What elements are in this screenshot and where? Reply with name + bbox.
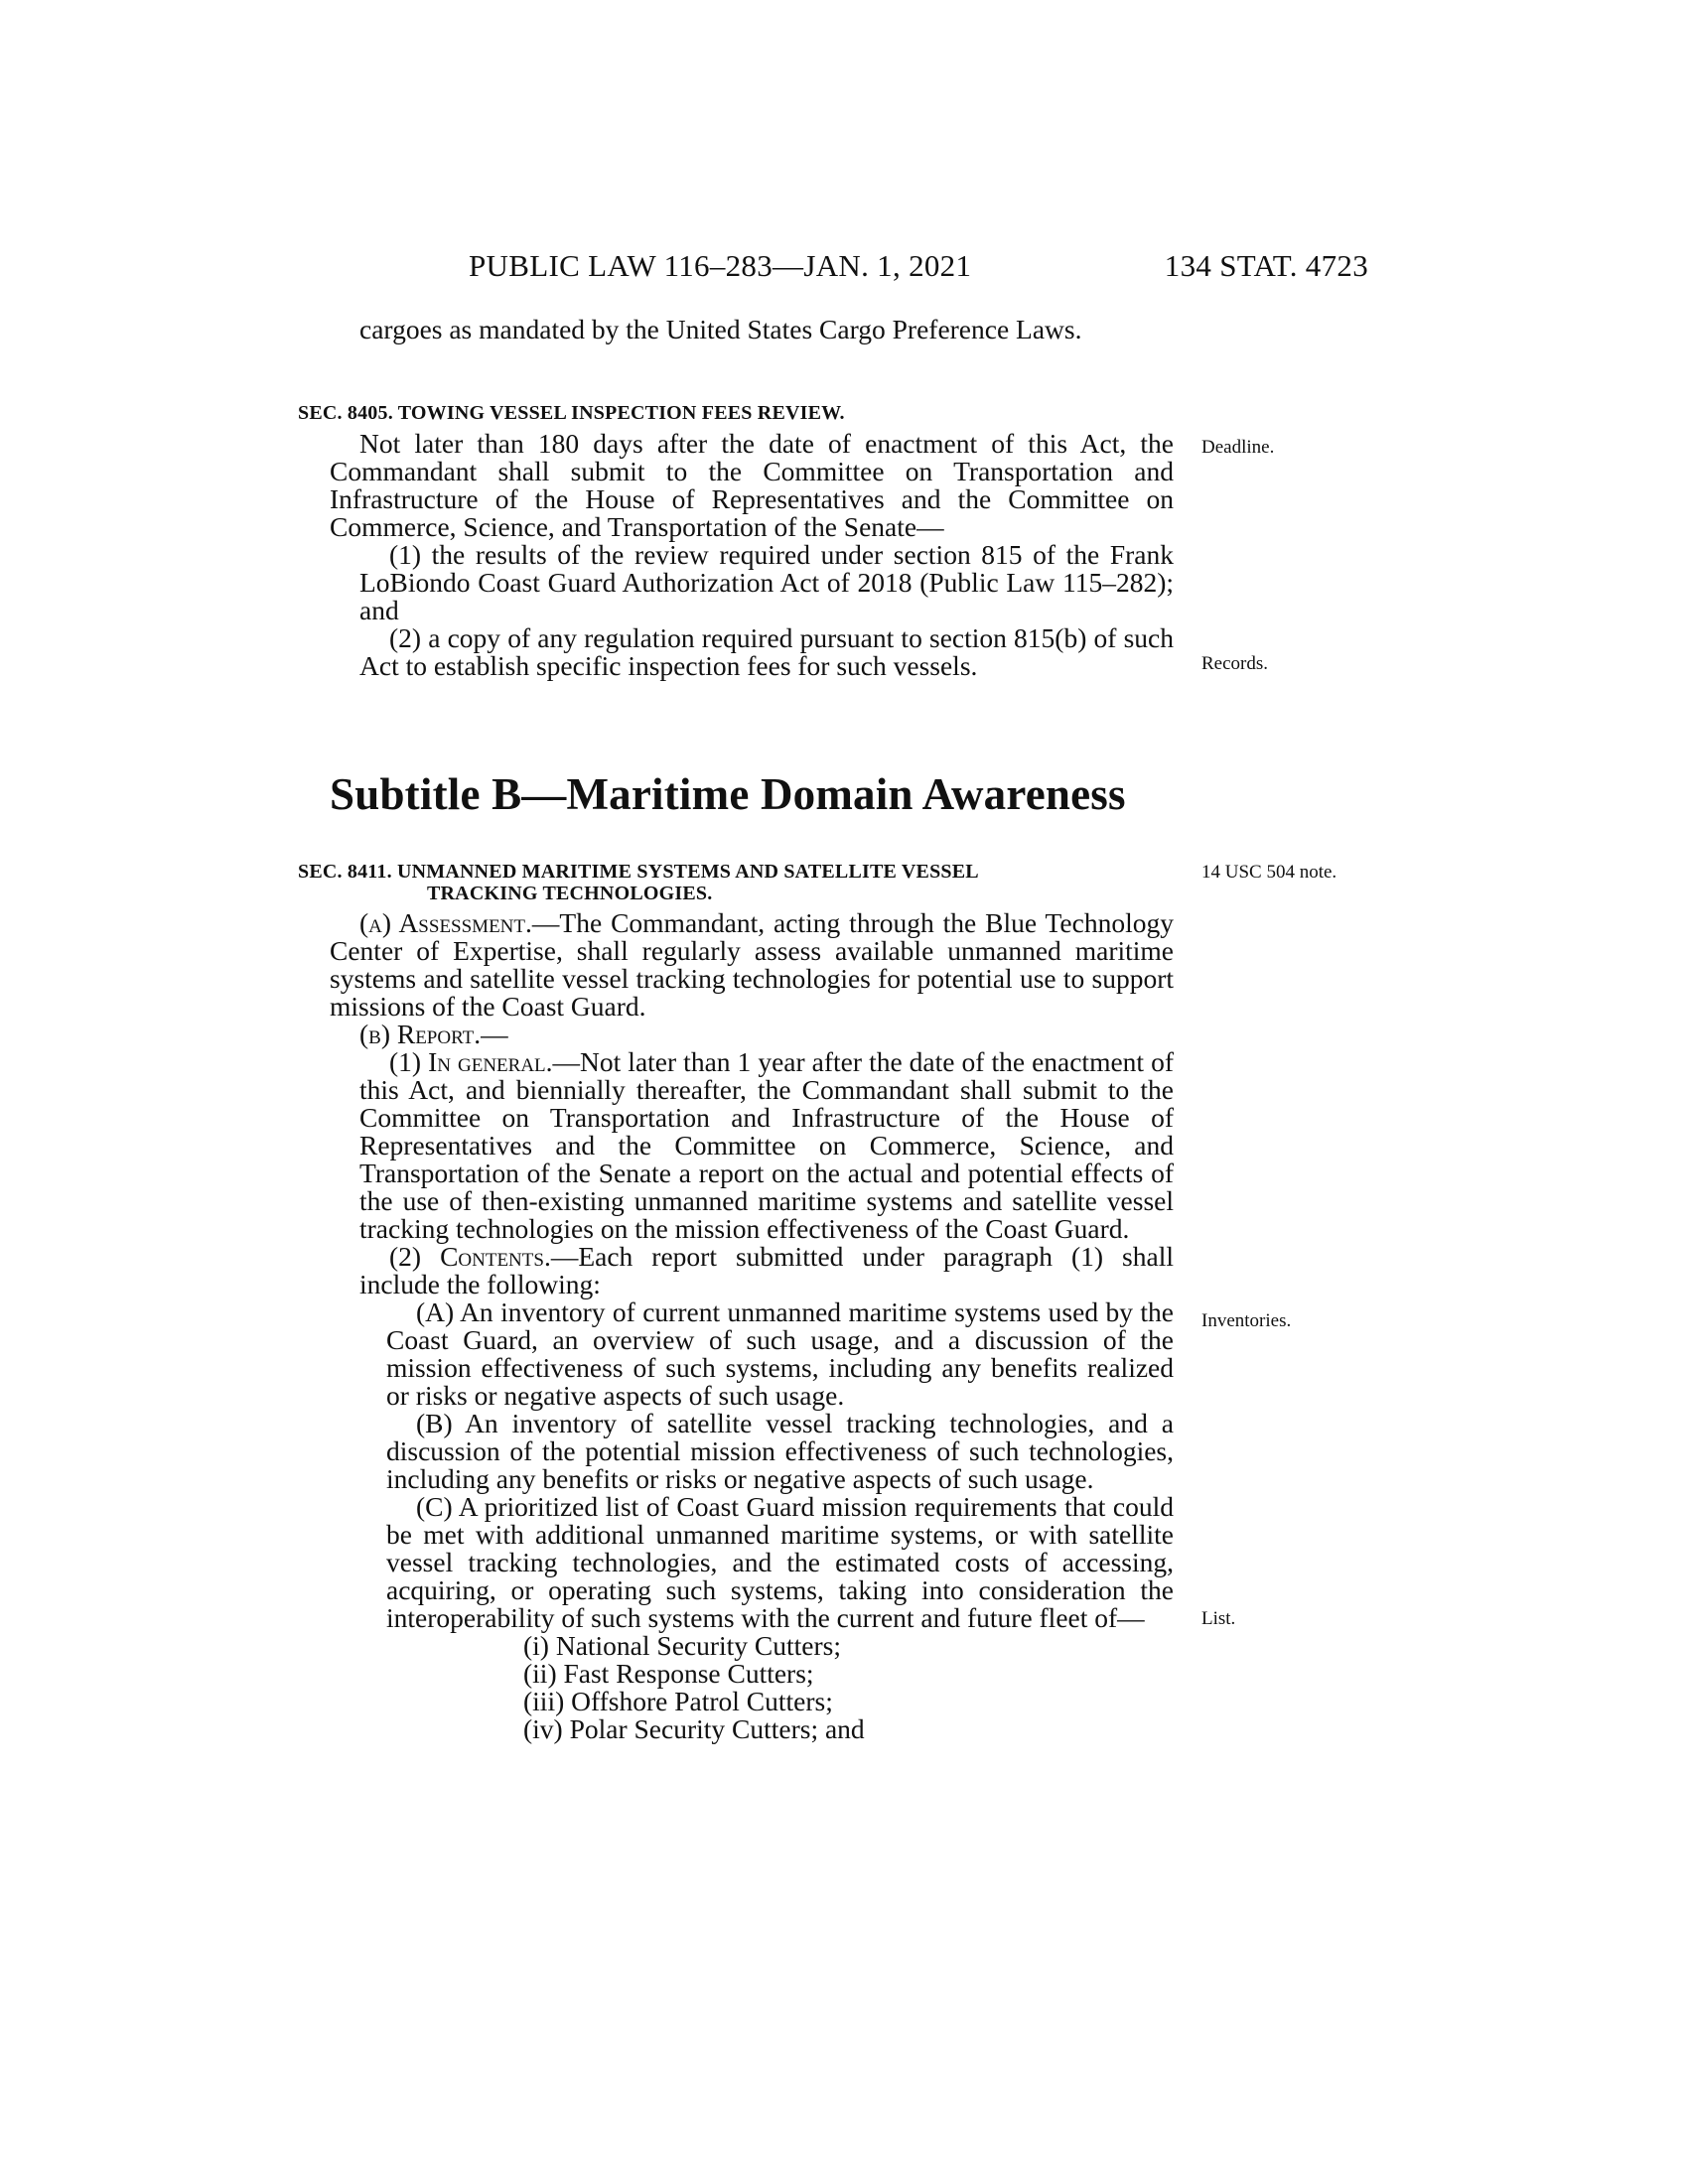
- subsection-a: [330, 909, 1174, 1021]
- continuation-block: [330, 316, 1174, 343]
- subparagraph-a: (A) An inventory of current unmanned maritime systems used by the Coast Guard, an overview of such usage, and a discussion of the mission effectiveness of such systems, including any benefits realized or risks or negative aspects of such usage.: [386, 1297, 1174, 1411]
- subparagraphs: [330, 1298, 1174, 1632]
- subsection-b-dash: —: [481, 1019, 508, 1049]
- paragraph-b2-label: (2) Contents.: [389, 1241, 551, 1272]
- margin-note-records: Records.: [1201, 653, 1269, 674]
- paragraph-b1-label: (1) In general.: [389, 1046, 553, 1077]
- section-8411-heading: [298, 861, 1172, 904]
- paragraph-b2-text: —Each report submitted under paragraph (1) shall include the following:: [359, 1241, 1174, 1299]
- cutter-item-national-security: (i) National Security Cutters;: [523, 1630, 841, 1661]
- section-8405-heading: [298, 402, 1172, 424]
- section-8405-item-1: (1) the results of the review required under section 815 of the Frank LoBiondo Coast Guard Authorization Act of 2018 (Public Law 115–282); and: [359, 539, 1174, 625]
- subsection-b: [330, 1021, 1174, 1048]
- section-heading-line-1: SEC. 8411. UNMANNED MARITIME SYSTEMS AND SATELLITE VESSEL: [298, 861, 979, 883]
- margin-note-usc: 14 USC 504 note.: [1201, 862, 1337, 883]
- section-8405-items: [330, 541, 1174, 680]
- subparagraph-c: (C) A prioritized list of Coast Guard mission requirements that could be met with additional unmanned maritime systems, or with satellite vessel tracking technologies, and the estimated costs of accessing, acquiring, or operating such systems, taking into consideration the interoperability of such systems with the current and future fleet of—: [386, 1491, 1174, 1633]
- public-law-citation: PUBLIC LAW 116–283—JAN. 1, 2021: [469, 248, 972, 283]
- subsection-b-paragraphs: [330, 1048, 1174, 1298]
- cutter-item-fast-response: (ii) Fast Response Cutters;: [523, 1658, 814, 1689]
- subsection-a-label: (a) Assessment.: [359, 907, 532, 938]
- section-heading-text: SEC. 8405. TOWING VESSEL INSPECTION FEES REVIEW.: [298, 402, 845, 424]
- subtitle-heading: Subtitle B—Maritime Domain Awareness: [330, 769, 1126, 819]
- subparagraph-b: (B) An inventory of satellite vessel tracking technologies, and a discussion of the potential mission effectiveness of such technologies, including any benefits or risks or negative aspects of such usage.: [386, 1408, 1174, 1494]
- subsection-a-text: —The Commandant, acting through the Blue Technology Center of Expertise, shall regularly assess available unmanned maritime systems and satellite vessel tracking technologies for potential use to support missions of the Coast Guard.: [330, 907, 1174, 1022]
- cutter-item-polar-security: (iv) Polar Security Cutters; and: [523, 1713, 865, 1744]
- cutter-list: [330, 1632, 1174, 1743]
- subsection-b-label: (b) Report.: [359, 1019, 482, 1049]
- paragraph-b1: [330, 1048, 1174, 1243]
- section-8411-body: [330, 909, 1174, 1743]
- stat-page-number: 134 STAT. 4723: [1164, 248, 1368, 283]
- margin-note-list: List.: [1201, 1608, 1236, 1629]
- paragraph-b2: [330, 1243, 1174, 1298]
- paragraph-b1-text: —Not later than 1 year after the date of the enactment of this Act, and biennially thereafter, the Commandant shall submit to the Committee on Transportation and Infrastructure of the House of Representatives and the Committee on Commerce, Science, and Transportation of the Senate a report on the actual and potential effects of the use of then-existing unmanned maritime systems and satellite vessel tracking technologies on the mission effectiveness of the Coast Guard.: [359, 1046, 1174, 1244]
- section-8405-intro: Not later than 180 days after the date of enactment of this Act, the Commandant shall submit to the Committee on Transportation and Infrastructure of the House of Representatives and the Committee on Commerce, Science, and Transportation of the Senate—: [330, 428, 1174, 542]
- margin-note-deadline: Deadline.: [1201, 437, 1275, 458]
- continuation-paragraph: cargoes as mandated by the United States Cargo Preference Laws.: [359, 314, 1082, 344]
- section-8405-item-2: (2) a copy of any regulation required pursuant to section 815(b) of such Act to establish specific inspection fees for such vessels.: [359, 622, 1174, 681]
- section-8405-body: [330, 430, 1174, 680]
- margin-note-inventories: Inventories.: [1201, 1310, 1292, 1331]
- cutter-item-offshore-patrol: (iii) Offshore Patrol Cutters;: [523, 1686, 833, 1716]
- section-heading-line-2: TRACKING TECHNOLOGIES.: [427, 883, 713, 904]
